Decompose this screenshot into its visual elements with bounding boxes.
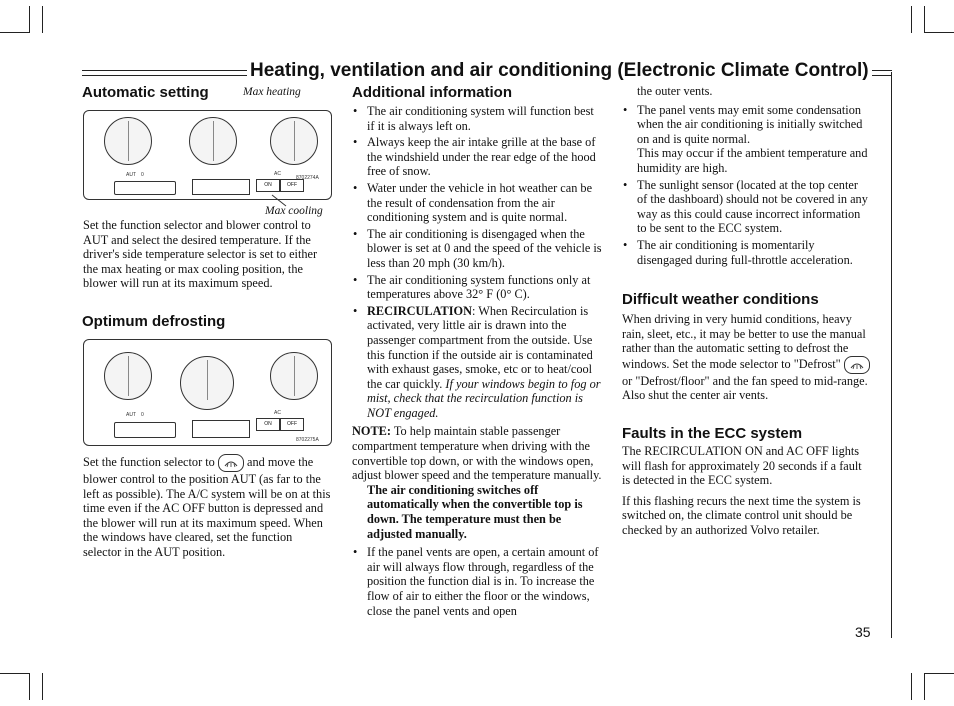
- right-temperature-knob: [270, 117, 318, 165]
- blower-slider: [114, 181, 176, 195]
- title-bar: [82, 60, 892, 86]
- panel-zero-label: 0: [141, 412, 144, 418]
- list-item: • Always keep the air intake grille at the base of the windshield under the rear edge of the hood free of snow.: [352, 135, 602, 179]
- text-faults-2: If this flashing recurs the next time the system is switched on, the climate control unit should be checked by an authorized Volvo retailer.: [622, 493, 861, 537]
- list-item: • The air conditioning system will function best if it is always left on.: [352, 104, 602, 133]
- crop-mark: [0, 673, 30, 674]
- crop-mark: [924, 673, 954, 674]
- title-rule-right: [870, 70, 892, 76]
- panel-aut-label: AUT: [126, 412, 136, 418]
- crop-mark: [42, 6, 43, 33]
- additional-info-list-2: [352, 545, 602, 618]
- recirc-buttons: [192, 179, 250, 195]
- paragraph-difficult-weather: [622, 312, 872, 409]
- note-block: [352, 424, 602, 541]
- crop-mark: [29, 673, 30, 700]
- list-item-text: The panel vents may emit some condensation when the air conditioning is initially switched on and is quite normal.: [637, 102, 863, 146]
- ac-on-button: ON: [256, 418, 280, 431]
- panel-aut-label: AUT: [126, 172, 136, 178]
- column-3-list: [622, 103, 870, 268]
- recirc-buttons: [192, 420, 250, 438]
- crop-mark: [924, 673, 925, 700]
- recirculation-italic-text: If your windows begin to fog or mist, check that the recirculation function is NOT engaged.: [367, 376, 601, 420]
- text-difficult-weather: [622, 312, 872, 403]
- additional-info-list: [352, 104, 602, 420]
- list-item-extra: This may occur if the ambient temperature and humidity are high.: [637, 146, 868, 175]
- defrost-icon: [844, 356, 870, 374]
- crop-mark: [0, 32, 30, 33]
- text-faults-1: The RECIRCULATION ON and AC OFF lights will flash for approximately 20 seconds if a fault is detected in the ECC system.: [622, 444, 862, 488]
- left-temperature-knob: [104, 352, 152, 400]
- text-defrost-b: and move the blower control to the position AUT (as far to the left as possible). The A/C system will be on at this time even if the AC OFF button is depressed and the blower will run at its maximum speed. When the windows have cleared, set the function selector in the AUT position.: [83, 454, 331, 559]
- note-bold-text: The air conditioning switches off automatically when the convertible top is down. The temperature must then be adjusted manually.: [367, 482, 583, 541]
- text-automatic-setting: Set the function selector and blower control to AUT and select the desired temperature. If the driver's side temperature selector is set to either the max heating or max cooling position, the blower will run at its maximum speed.: [83, 218, 318, 291]
- figure-code-2: 8702275A: [296, 437, 319, 443]
- crop-mark: [911, 6, 912, 33]
- column-3-body: [622, 84, 870, 269]
- list-item: • The air conditioning system functions only at temperatures above 32° F (0° C).: [352, 273, 602, 302]
- crop-mark: [29, 6, 30, 33]
- list-item-recirculation: [352, 304, 602, 421]
- climate-panel-figure-2: [83, 339, 332, 446]
- page-number: 35: [855, 624, 871, 640]
- recirculation-label: RECIRCULATION: [367, 303, 472, 318]
- list-item: • If the panel vents are open, a certain amount of air will always flow through, regardless of the position the function dial is in. To increase the flow of air to either the floor or the windows, close the panel vents and open: [352, 545, 602, 618]
- additional-information-body: [352, 104, 602, 620]
- panel-zero-label: 0: [141, 172, 144, 178]
- crop-mark: [42, 673, 43, 700]
- text-defrost-a: Set the function selector to: [83, 454, 215, 469]
- text-difficult-a: When driving in very humid conditions, heavy rain, sleet, etc., it may be better to use the manual rather than the automatic setting to defrost the windows. Set the mode selector to "Defrost": [622, 312, 866, 371]
- label-max-cooling: Max cooling: [265, 205, 323, 217]
- crop-mark: [924, 6, 925, 33]
- recirculation-text: : When Recirculation is activated, very little air is drawn into the passenger compartment from the outside. Use this function if the outside air is contaminated with exhaust gases, smoke, etc or to heat/cool the car quickly.: [367, 303, 593, 391]
- page-title: Heating, ventilation and air conditioning (Electronic Climate Control): [247, 60, 872, 82]
- continued-text: the outer vents.: [637, 84, 713, 98]
- heading-faults-ecc: Faults in the ECC system: [622, 425, 803, 442]
- ac-off-button: OFF: [280, 418, 304, 431]
- list-item: • The air conditioning is disengaged when the blower is set at 0 and the speed of the vehicle is less than 20 mph (30 km/h).: [352, 227, 602, 271]
- crop-mark: [924, 32, 954, 33]
- crop-mark: [911, 673, 912, 700]
- list-item: • The sunlight sensor (located at the top center of the dashboard) should not be covered in any way as this could cause incorrect information to be sent to the ECC system.: [622, 178, 870, 236]
- defrost-icon: [218, 454, 244, 472]
- text-optimum-defrosting: [83, 454, 333, 560]
- paragraph-automatic-setting: [83, 218, 333, 297]
- panel-ac-label: AC: [274, 171, 281, 177]
- figure-code-1: 8702274A: [296, 175, 319, 181]
- heading-optimum-defrosting: Optimum defrosting: [82, 313, 226, 330]
- ac-off-button: OFF: [280, 179, 304, 192]
- text-difficult-b: or "Defrost/floor" and the fan speed to mid-range. Also shut the center air vents.: [622, 373, 868, 403]
- paragraph-optimum-defrosting: [83, 454, 333, 566]
- list-item: • Water under the vehicle in hot weather can be the result of condensation from the air conditioning system and is quite normal.: [352, 181, 602, 225]
- ac-on-button: ON: [256, 179, 280, 192]
- panel-ac-label: AC: [274, 410, 281, 416]
- function-selector-knob: [180, 356, 234, 410]
- note-label: NOTE:: [352, 424, 391, 439]
- heading-automatic-setting: Automatic setting: [82, 84, 209, 101]
- note-text: To help maintain stable passenger compartment temperature when driving with the convertible top down, or with the windows open, adjust blower speed and the temperature manually.: [352, 424, 602, 483]
- climate-panel-figure-1: [83, 110, 332, 200]
- blower-slider: [114, 422, 176, 438]
- heading-difficult-weather: Difficult weather conditions: [622, 291, 819, 308]
- function-selector-knob: [189, 117, 237, 165]
- list-item: [622, 103, 870, 176]
- paragraph-faults-ecc: [622, 444, 872, 544]
- left-temperature-knob: [104, 117, 152, 165]
- label-max-heating: Max heating: [243, 86, 301, 98]
- right-temperature-knob: [270, 352, 318, 400]
- heading-additional-information: Additional information: [352, 84, 512, 101]
- title-rule-left: [82, 70, 252, 76]
- right-margin-rule: [891, 72, 892, 638]
- list-item: • The air conditioning is momentarily disengaged during full-throttle acceleration.: [622, 238, 870, 267]
